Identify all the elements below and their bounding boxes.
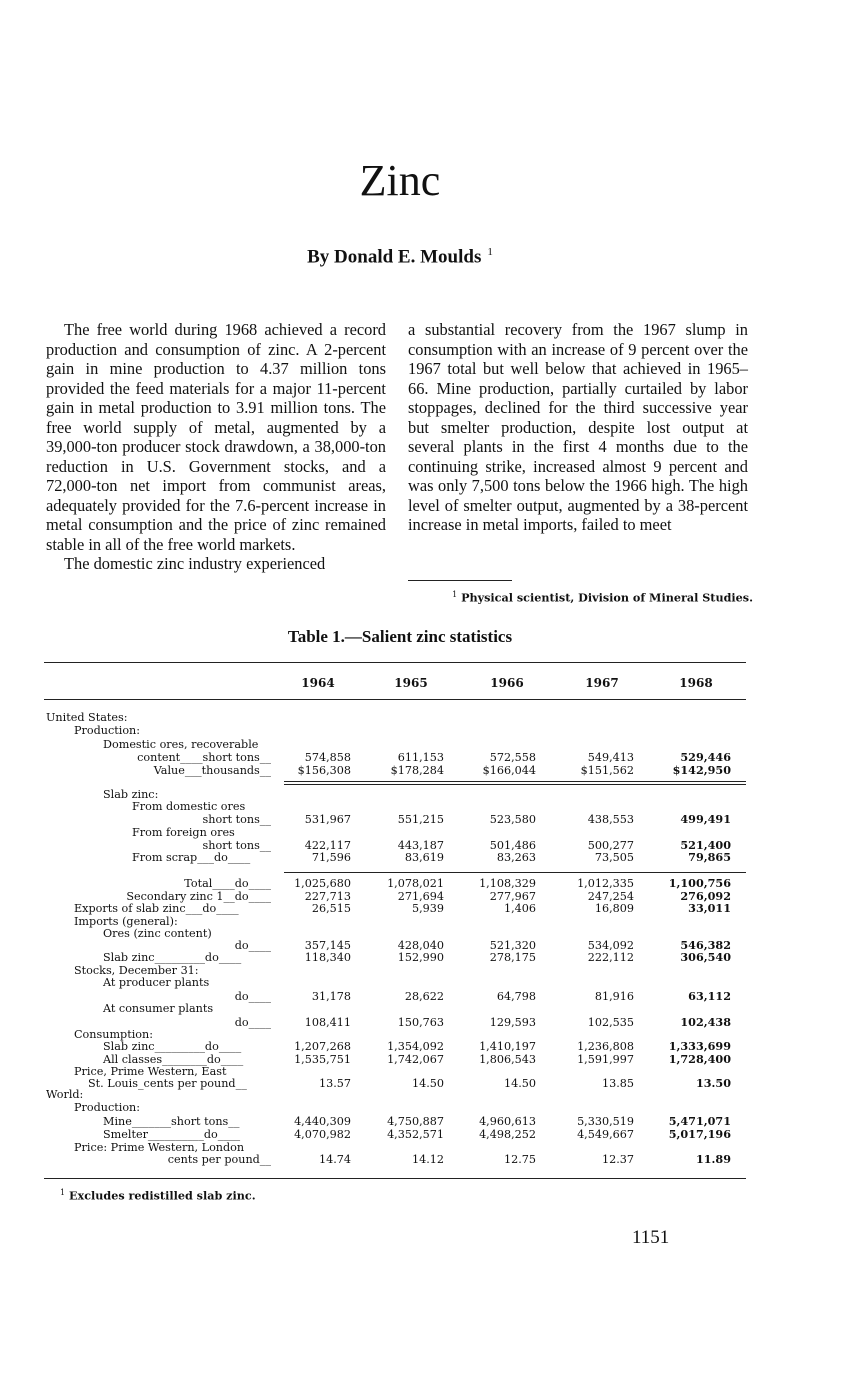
row-label: Ores (zinc content) <box>103 927 212 940</box>
table-top-rule <box>44 662 746 663</box>
row-label: Value___thousands__ <box>153 764 271 777</box>
total-rule <box>284 872 746 873</box>
body-column-left <box>46 320 386 574</box>
table-cell: 13.50 <box>695 1076 731 1090</box>
column-header: 1965 <box>394 676 428 690</box>
row-label: From scrap___do____ <box>132 851 251 864</box>
table-cell: 81,916 <box>594 990 634 1003</box>
table-cell: 4,070,982 <box>294 1128 351 1141</box>
table-row <box>0 851 856 864</box>
row-label: cents per pound__ <box>167 1153 271 1166</box>
table-cell: 4,750,887 <box>387 1115 444 1128</box>
table-cell: 501,486 <box>489 839 536 852</box>
table-cell: 28,622 <box>404 990 444 1003</box>
table-cell: 428,040 <box>397 939 444 952</box>
header-rule <box>44 699 746 700</box>
table-cell: 83,619 <box>404 851 444 864</box>
table-row <box>0 1153 856 1166</box>
table-cell: 14.12 <box>411 1153 444 1166</box>
table-cell: 4,440,309 <box>294 1115 351 1128</box>
table-cell: 150,763 <box>397 1016 444 1029</box>
byline <box>0 246 800 268</box>
table-cell: 4,352,571 <box>387 1128 444 1141</box>
table-cell: 14.50 <box>411 1077 444 1090</box>
author: By Donald E. Moulds <box>307 246 482 268</box>
table-row <box>0 1101 856 1114</box>
table-cell: 152,990 <box>397 951 444 964</box>
row-label: Imports (general): <box>74 915 178 928</box>
row-label: Exports of slab zinc___do____ <box>74 902 239 915</box>
table-cell: 16,809 <box>594 902 634 915</box>
table-cell: 129,593 <box>489 1016 536 1029</box>
page-title: Zinc <box>359 156 441 205</box>
table-cell: 222,112 <box>587 951 634 964</box>
row-label: Price: Prime Western, London <box>74 1141 245 1154</box>
row-label: Mine_______short tons__ <box>103 1115 240 1128</box>
table-cell: 534,092 <box>587 939 634 952</box>
table-cell: 1,591,997 <box>577 1053 634 1066</box>
row-label: St. Louis_cents per pound__ <box>88 1077 247 1090</box>
table-cell: 611,153 <box>397 751 444 764</box>
row-label: Total____do____ <box>184 877 271 890</box>
table-cell: 14.50 <box>503 1077 536 1090</box>
table-cell: 83,263 <box>496 851 536 864</box>
table-cell: $156,308 <box>297 764 351 777</box>
table-cell: 1,012,335 <box>577 877 634 890</box>
table-cell: 422,117 <box>304 839 351 852</box>
table-row <box>0 813 856 826</box>
author-footnote <box>408 590 753 605</box>
table-cell: 1,354,092 <box>387 1040 444 1053</box>
table-cell: 551,215 <box>397 813 444 826</box>
table-cell: 26,515 <box>311 902 351 915</box>
table-cell: 1,728,400 <box>668 1052 731 1066</box>
table-cell: 5,330,519 <box>577 1115 634 1128</box>
table-cell: 1,025,680 <box>294 877 351 890</box>
footnote-text: Physical scientist, Division of Mineral Studies. <box>461 590 753 605</box>
table-row <box>0 711 856 724</box>
table-cell: 531,967 <box>304 813 351 826</box>
table-cell: 546,382 <box>680 938 731 952</box>
table-cell: 523,580 <box>489 813 536 826</box>
body-column-right <box>408 320 748 535</box>
table-cell: 276,092 <box>680 889 731 903</box>
table-cell: 33,011 <box>688 901 731 915</box>
table-cell: 1,207,268 <box>294 1040 351 1053</box>
footnote-mark: 1 <box>60 1188 66 1197</box>
table-cell: 574,858 <box>304 751 351 764</box>
row-label: short tons__ <box>202 839 271 852</box>
table-cell: 31,178 <box>311 990 351 1003</box>
row-label: From domestic ores <box>132 800 246 813</box>
row-label: Slab zinc_________do____ <box>103 1040 242 1053</box>
row-label: All classes________do____ <box>103 1053 244 1066</box>
table-cell: 306,540 <box>680 950 731 964</box>
row-label: United States: <box>46 711 128 724</box>
table-footnote <box>60 1188 256 1203</box>
column-header: 1964 <box>301 676 335 690</box>
row-label: Slab zinc_________do____ <box>103 951 242 964</box>
footnote-text: Excludes redistilled slab zinc. <box>69 1188 256 1203</box>
footnote-divider <box>408 580 512 581</box>
table-cell: 1,806,543 <box>479 1053 536 1066</box>
table-row <box>0 976 856 989</box>
table-row <box>0 1002 856 1015</box>
table-row <box>0 951 856 964</box>
row-label: short tons__ <box>202 813 271 826</box>
table-cell: 529,446 <box>680 750 731 764</box>
table-cell: 102,535 <box>587 1016 634 1029</box>
table-cell: 521,400 <box>680 838 731 852</box>
row-label: Price, Prime Western, East <box>74 1065 227 1078</box>
table-cell: $151,562 <box>580 764 634 777</box>
row-label: At consumer plants <box>103 1002 214 1015</box>
table-cell: 63,112 <box>688 989 731 1003</box>
row-label: Domestic ores, recoverable <box>103 738 259 751</box>
paragraph: The domestic zinc industry experienced <box>64 554 326 573</box>
table-cell: 108,411 <box>304 1016 351 1029</box>
table-cell: 102,438 <box>680 1015 731 1029</box>
table-cell: 5,017,196 <box>668 1127 731 1141</box>
footnote-ref: 1 <box>487 246 493 258</box>
table-cell: 500,277 <box>587 839 634 852</box>
table-cell: 1,100,756 <box>668 876 731 890</box>
row-label: Smelter__________do____ <box>103 1128 241 1141</box>
table-cell: 1,078,021 <box>387 877 444 890</box>
table-cell: 278,175 <box>489 951 536 964</box>
page-number: 1151 <box>632 1227 670 1248</box>
table-cell: 11.89 <box>695 1152 731 1166</box>
table-cell: 64,798 <box>496 990 536 1003</box>
table-cell: 1,742,067 <box>387 1053 444 1066</box>
table-cell: 5,471,071 <box>668 1114 731 1128</box>
table-bottom-rule <box>44 1178 746 1179</box>
table-cell: 1,410,197 <box>479 1040 536 1053</box>
section-rule <box>284 781 746 782</box>
table-cell: 13.57 <box>318 1077 351 1090</box>
table-row <box>0 1088 856 1101</box>
table-row <box>0 764 856 777</box>
paragraph: The free world during 1968 achieved a record production and consumption of zinc. A 2-percent gain in mine production to 4.37 million tons provided the feed materials for a major 11-percent gain in metal production to 3.91 million tons. The free world supply of metal, augmented by a 39,000-ton producer stock drawdown, a 38,000-ton reduction in U.S. Government stocks, and a 72,000-ton net import from communist areas, adequately provided for the 7.6-percent increase in metal consumption and the price of zinc remained stable in all of the free world markets. <box>46 320 386 554</box>
row-label: Secondary zinc 1__do____ <box>126 890 271 903</box>
table-cell: 521,320 <box>489 939 536 952</box>
table-cell: 549,413 <box>587 751 634 764</box>
table-cell: 499,491 <box>680 812 731 826</box>
table-row <box>0 1128 856 1141</box>
table-cell: 443,187 <box>397 839 444 852</box>
table-cell: 438,553 <box>587 813 634 826</box>
table-cell: 1,406 <box>503 902 536 915</box>
row-label: At producer plants <box>103 976 210 989</box>
table-cell: 1,108,329 <box>479 877 536 890</box>
table-cell: 227,713 <box>304 890 351 903</box>
row-label: Production: <box>74 724 141 737</box>
column-header: 1966 <box>490 676 524 690</box>
table-cell: 271,694 <box>397 890 444 903</box>
row-label: do____ <box>234 990 271 1003</box>
table-cell: $178,284 <box>390 764 444 777</box>
row-label: Slab zinc: <box>103 788 159 801</box>
table-cell: 247,254 <box>587 890 634 903</box>
table-cell: 4,549,667 <box>577 1128 634 1141</box>
footnote-mark: 1 <box>452 590 458 599</box>
table-cell: 277,967 <box>489 890 536 903</box>
table-row <box>0 902 856 915</box>
table-cell: 73,505 <box>594 851 634 864</box>
row-label: World: <box>46 1088 84 1101</box>
table-cell: 1,535,751 <box>294 1053 351 1066</box>
column-header: 1967 <box>585 676 619 690</box>
table-cell: 1,236,808 <box>577 1040 634 1053</box>
row-label: Production: <box>74 1101 141 1114</box>
table-cell: $142,950 <box>672 763 731 777</box>
table-cell: $166,044 <box>482 764 536 777</box>
row-label: From foreign ores <box>132 826 235 839</box>
row-label: do____ <box>234 1016 271 1029</box>
table-cell: 5,939 <box>411 902 444 915</box>
row-label: content____short tons__ <box>137 751 271 764</box>
table-cell: 12.75 <box>503 1153 536 1166</box>
table-cell: 14.74 <box>318 1153 351 1166</box>
table-caption: Table 1.—Salient zinc statistics <box>287 627 513 646</box>
table-cell: 12.37 <box>601 1153 634 1166</box>
paragraph: a substantial recovery from the 1967 slump in consumption with an increase of 9 percent over the 1967 total but well below that achieved in 1965–66. Mine production, partially curtailed by labor stoppages, declined for the third successive year but smelter production, despite lost output at several plants in the first 4 months due to the continuing strike, increased almost 9 percent and was only 7,500 tons below the 1966 high. The high level of smelter output, augmented by a 38-percent increase in metal imports, failed to meet <box>408 320 748 534</box>
row-label: Stocks, December 31: <box>74 964 199 977</box>
section-rule <box>284 784 746 785</box>
table-cell: 118,340 <box>304 951 351 964</box>
table-cell: 71,596 <box>311 851 351 864</box>
row-label: do____ <box>234 939 271 952</box>
table-cell: 572,558 <box>489 751 536 764</box>
table-cell: 357,145 <box>304 939 351 952</box>
column-header: 1968 <box>679 676 713 690</box>
table-row <box>0 724 856 737</box>
table-cell: 1,333,699 <box>668 1039 731 1053</box>
table-cell: 13.85 <box>601 1077 634 1090</box>
table-cell: 79,865 <box>688 850 731 864</box>
row-label: Consumption: <box>74 1028 154 1041</box>
table-cell: 4,960,613 <box>479 1115 536 1128</box>
table-cell: 4,498,252 <box>479 1128 536 1141</box>
